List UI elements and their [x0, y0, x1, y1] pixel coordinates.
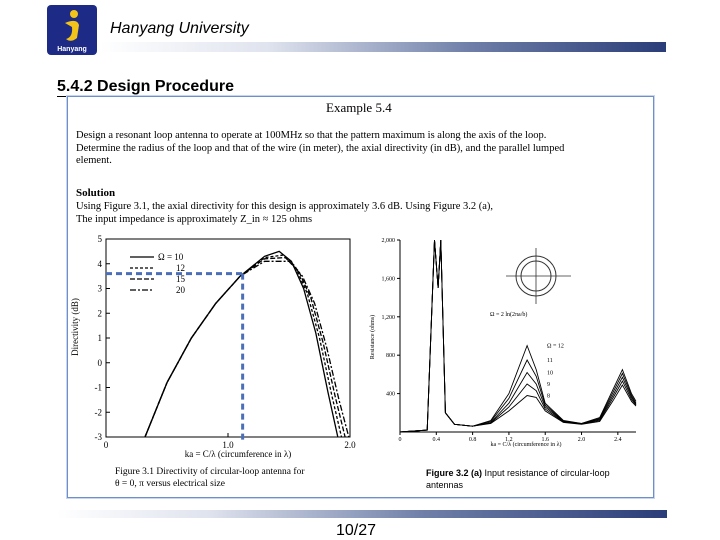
- fig1-x-tick-label: 2.0: [344, 440, 356, 450]
- fig1-legend-label: 15: [176, 274, 185, 284]
- problem-line: element.: [76, 155, 112, 166]
- solution-line: The input impedance is approximately Z_in ≈ 125 ohms: [76, 214, 313, 225]
- fig2-curve-label: 9: [547, 382, 551, 388]
- fig2-x-tick-label: 1.2: [505, 437, 513, 443]
- fig1-ylabel: Directivity (dB): [70, 298, 80, 356]
- fig1-y-tick-label: 0: [97, 357, 102, 368]
- example-panel: [67, 96, 654, 498]
- solution-heading: Solution: [76, 187, 116, 199]
- header-gradient-bar: [100, 42, 666, 52]
- fig2-y-tick-label: 400: [386, 391, 395, 398]
- fig1-xlabel: ka = C/λ (circumference in λ): [184, 449, 292, 459]
- fig1-y-tick-label: 3: [97, 283, 102, 294]
- university-logo: [47, 5, 97, 55]
- fig1-y-tick-label: 2: [97, 308, 102, 319]
- example-title: Example 5.4: [326, 100, 392, 115]
- page-number: 10/27: [336, 522, 377, 539]
- fig2-xlabel: ka = C/λ (circumference in λ): [490, 442, 562, 448]
- fig1-series-line: [145, 258, 345, 437]
- fig2-curve-label: 11: [547, 358, 553, 364]
- solution-line: Using Figure 3.1, the axial directivity for this design is approximately 3.6 dB. Using Figure 3.2 (a),: [76, 201, 494, 212]
- fig1-legend-label: 12: [176, 263, 185, 273]
- section-title: 5.4.2 Design Procedure: [57, 78, 234, 95]
- fig2-y-tick-label: 1,200: [381, 314, 395, 321]
- logo-dot: [70, 10, 78, 18]
- fig2-y-tick-label: 1,600: [381, 276, 395, 283]
- fig1-legend-label: Ω = 10: [158, 252, 184, 262]
- fig2-curve-label: Ω = 12: [547, 343, 564, 350]
- figure2-caption-text: Input resistance of circular-loop antennas: [426, 468, 610, 490]
- fig2-x-tick-label: 2.4: [614, 437, 622, 443]
- loop-geometry-inset: [484, 236, 584, 324]
- fig2-y-tick-label: 800: [386, 353, 395, 360]
- inset-omega-label: Ω = 2 ln(2πa/b): [490, 312, 528, 318]
- fig2-curve-label: 8: [547, 393, 551, 400]
- resistance-chart: [366, 232, 646, 452]
- fig1-y-tick-label: 5: [97, 234, 102, 244]
- logo-text: Hanyang: [57, 46, 87, 53]
- logo-mark: [65, 21, 79, 41]
- fig1-y-tick-label: 4: [97, 258, 102, 269]
- figure1-caption-line: Figure 3.1 Directivity of circular-loop antenna for: [115, 467, 305, 477]
- fig1-y-tick-label: 1: [97, 333, 102, 343]
- fig1-x-tick-label: 1.0: [222, 440, 234, 450]
- fig1-y-tick-label: -3: [94, 432, 102, 442]
- fig2-x-tick-label: 0.4: [432, 437, 441, 443]
- fig2-curve-labels: [547, 344, 564, 400]
- directivity-chart: [68, 227, 358, 467]
- fig2-ylabel: Resistance (ohms): [370, 314, 376, 360]
- fig2-x-tick-label: 1.6: [541, 437, 549, 443]
- fig1-y-tick-label: -1: [94, 382, 102, 393]
- footer-gradient-bar: [57, 510, 667, 518]
- fig1-legend-label: 20: [176, 285, 185, 295]
- fig2-y-tick-label: 2,000: [381, 238, 395, 244]
- figure2-caption: [426, 467, 616, 491]
- fig2-x-tick-label: 0.8: [468, 437, 477, 443]
- problem-statement: [76, 130, 646, 168]
- university-name: Hanyang University: [110, 20, 249, 37]
- fig1-y-tick-label: -2: [94, 407, 102, 418]
- problem-line: Determine the radius of the loop and that of the wire (in meter), the axial directivity (in dB), and the parallel lumped: [76, 142, 565, 154]
- figure1-caption: [115, 466, 304, 490]
- figure2-caption-label: Figure 3.2 (a): [426, 468, 483, 478]
- fig1-plot-frame: [106, 239, 350, 437]
- fig2-x-tick-label: 0: [398, 437, 402, 443]
- problem-line: Design a resonant loop antenna to operate at 100MHz so that the pattern maximum is along the axis of the loop.: [76, 130, 547, 141]
- figure1-caption-line: θ = 0, π versus electrical size: [115, 479, 225, 489]
- fig2-curve-label: 10: [547, 370, 554, 377]
- fig1-x-tick-label: 0: [103, 440, 109, 450]
- fig2-x-tick-label: 2.0: [577, 437, 586, 443]
